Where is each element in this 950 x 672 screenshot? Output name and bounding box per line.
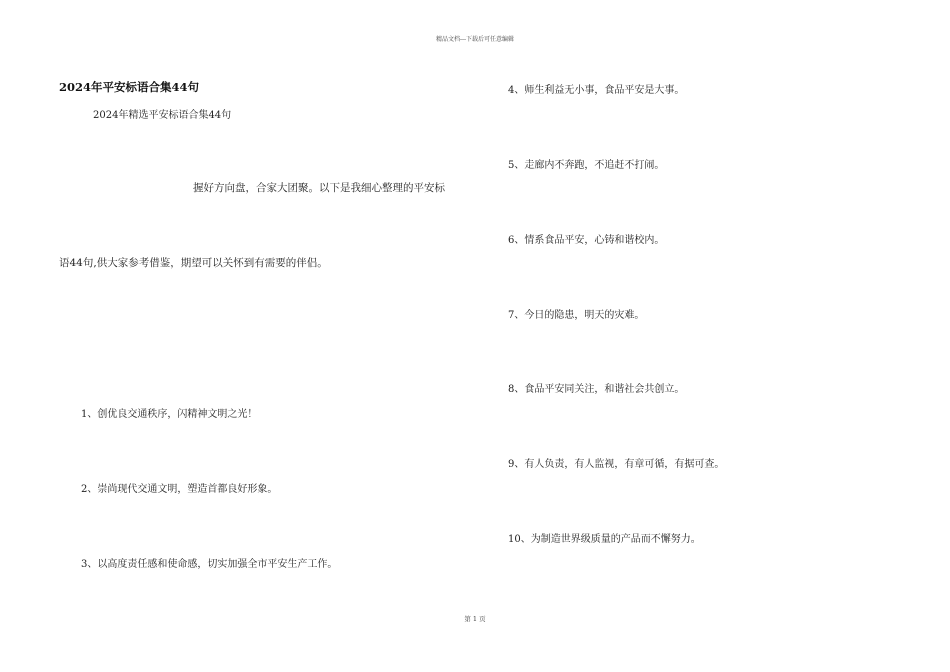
slogan-item-10: 10、为制造世界级质量的产品而不懈努力。	[508, 534, 701, 545]
slogan-item-4: 4、师生利益无小事，食品平安是大事。	[508, 85, 685, 96]
slogan-item-2: 2、崇尚现代交通文明，塑造首都良好形象。	[81, 484, 278, 495]
slogan-item-8: 8、食品平安同关注，和谐社会共创立。	[508, 384, 685, 395]
slogan-item-6: 6、情系食品平安，心铸和谐校内。	[508, 235, 665, 246]
intro-paragraph-line-2: 语44句,供大家参考借鉴，期望可以关怀到有需要的伴侣。	[59, 257, 328, 269]
document-title: 2024年平安标语合集44句	[59, 80, 200, 94]
slogan-item-3: 3、以高度责任感和使命感，切实加强全市平安生产工作。	[81, 559, 338, 570]
page-header: 精品文档---下载后可任意编辑	[435, 36, 515, 43]
slogan-item-5: 5、走廊内不奔跑，不追赶不打闹。	[508, 160, 665, 171]
slogan-item-1: 1、创优良交通秩序，闪精神文明之光！	[81, 409, 258, 420]
page-number: 第 1 页	[464, 615, 486, 623]
slogan-item-9: 9、有人负责，有人监视，有章可循，有据可查。	[508, 459, 725, 470]
intro-paragraph-line-1: 握好方向盘，合家大团聚。以下是我细心整理的平安标	[193, 182, 445, 194]
slogan-item-7: 7、今日的隐患，明天的灾难。	[508, 310, 645, 321]
document-subtitle: 2024年精选平安标语合集44句	[93, 110, 232, 121]
